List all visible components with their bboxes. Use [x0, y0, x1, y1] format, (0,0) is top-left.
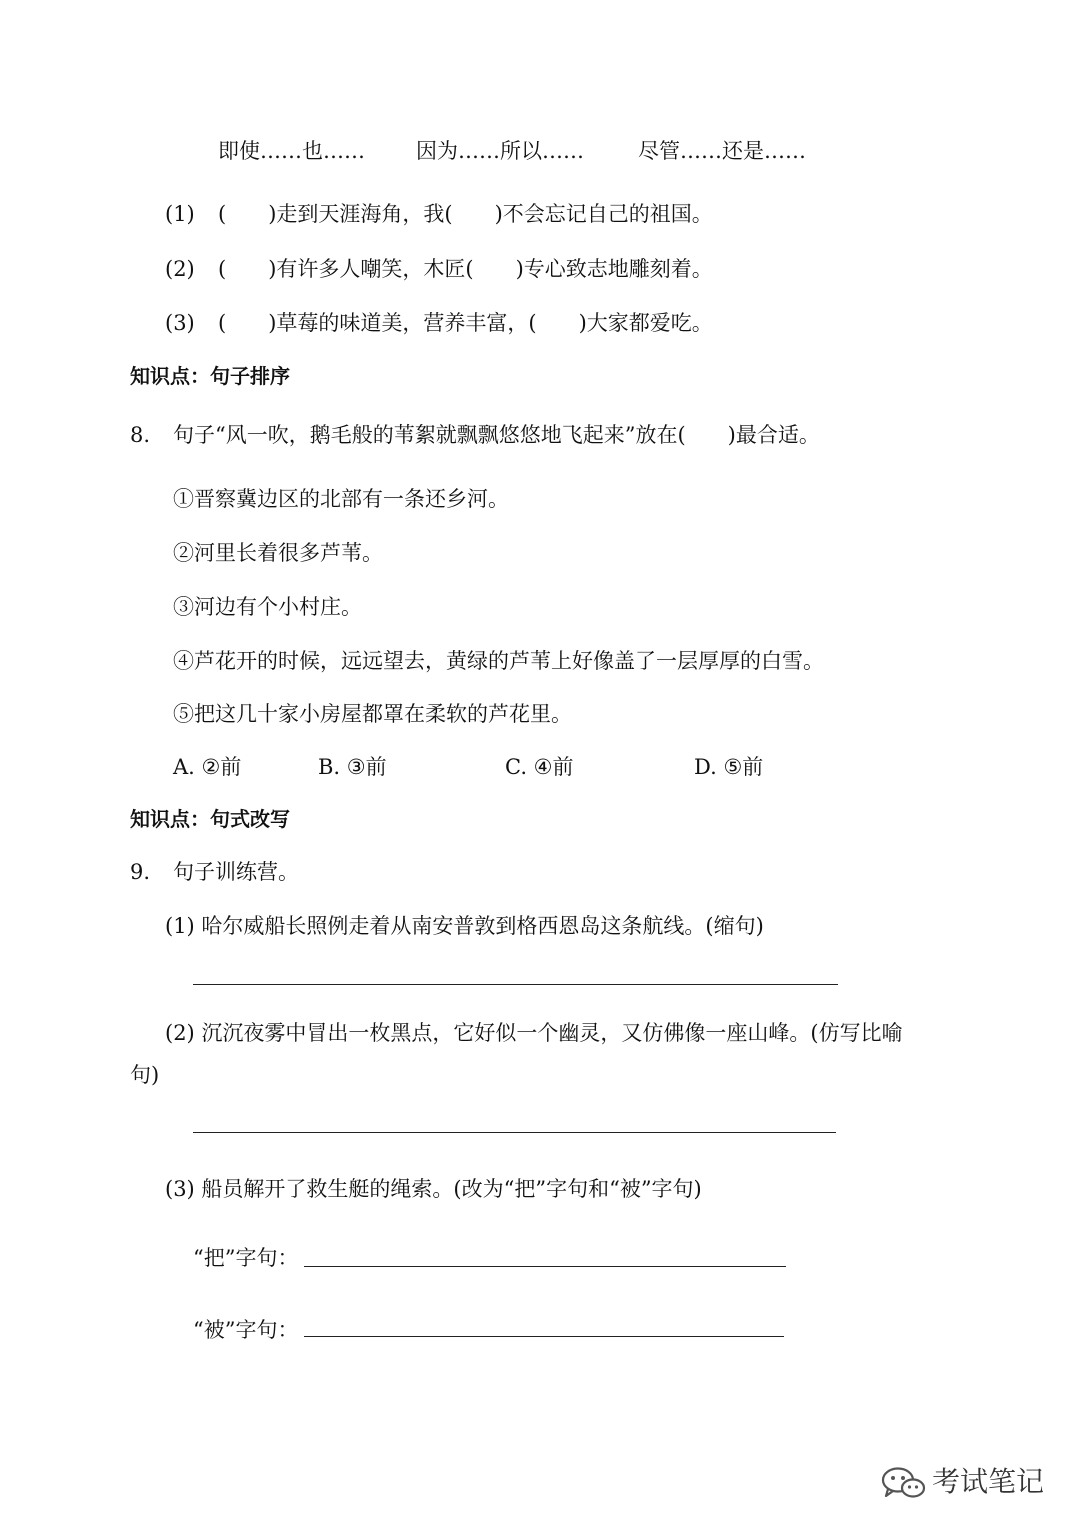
q8-sentence-1: ①晋察冀边区的北部有一条还乡河。: [173, 487, 509, 511]
q8-option-d[interactable]: D. ⑤前: [694, 755, 764, 779]
q8-sentence-2: ②河里长着很多芦苇。: [173, 541, 383, 565]
answer-line-1[interactable]: [193, 984, 838, 985]
answer-line-bei[interactable]: [304, 1336, 784, 1337]
q7-item-2-text: ( )有许多人嘲笑，木匠( )专心致志地雕刻着。: [218, 257, 713, 281]
q9-stem: 句子训练营。: [173, 860, 299, 884]
section-heading-sort: 知识点：句子排序: [130, 364, 290, 388]
section-heading-rewrite: 知识点：句式改写: [130, 807, 290, 831]
q7-item-3-num: (3): [165, 311, 195, 335]
q7-item-1-text: ( )走到天涯海角，我( )不会忘记自己的祖国。: [218, 202, 713, 226]
q8-option-b[interactable]: B. ③前: [318, 755, 387, 779]
q9-item-3: (3) 船员解开了救生艇的绳索。(改为“把”字句和“被”字句): [165, 1177, 702, 1201]
q7-item-1-num: (1): [165, 202, 195, 226]
q8-sentence-5: ⑤把这几十家小房屋都罩在柔软的芦花里。: [173, 702, 572, 726]
answer-line-ba[interactable]: [304, 1266, 786, 1267]
wechat-icon: [880, 1466, 926, 1500]
q9-number: 9.: [130, 860, 151, 884]
q8-option-a[interactable]: A. ②前: [173, 755, 242, 779]
q8-number: 8.: [130, 423, 151, 447]
q9-item-2-line-1: (2) 沉沉夜雾中冒出一枚黑点，它好似一个幽灵，又仿佛像一座山峰。(仿写比喻: [165, 1021, 903, 1045]
q8-sentence-3: ③河边有个小村庄。: [173, 595, 362, 619]
connector-2: 因为……所以……: [416, 139, 584, 163]
q7-item-2-num: (2): [165, 257, 195, 281]
q9-item-2-line-2: 句): [130, 1063, 160, 1087]
q8-stem: 句子“风一吹，鹅毛般的苇絮就飘飘悠悠地飞起来”放在( )最合适。: [173, 423, 820, 447]
q7-item-3-text: ( )草莓的味道美，营养丰富，( )大家都爱吃。: [218, 311, 713, 335]
connector-1: 即使……也……: [218, 139, 365, 163]
connector-3: 尽管……还是……: [638, 139, 806, 163]
answer-line-2[interactable]: [193, 1132, 836, 1133]
q8-option-c[interactable]: C. ④前: [505, 755, 574, 779]
q9-item-1: (1) 哈尔威船长照例走着从南安普敦到格西恩岛这条航线。(缩句): [165, 914, 764, 938]
q8-sentence-4: ④芦花开的时候，远远望去，黄绿的芦苇上好像盖了一层厚厚的白雪。: [173, 649, 824, 673]
watermark-text: 考试笔记: [932, 1465, 1045, 1498]
bei-sentence-label: “被”字句：: [193, 1318, 299, 1342]
ba-sentence-label: “把”字句：: [193, 1246, 299, 1270]
